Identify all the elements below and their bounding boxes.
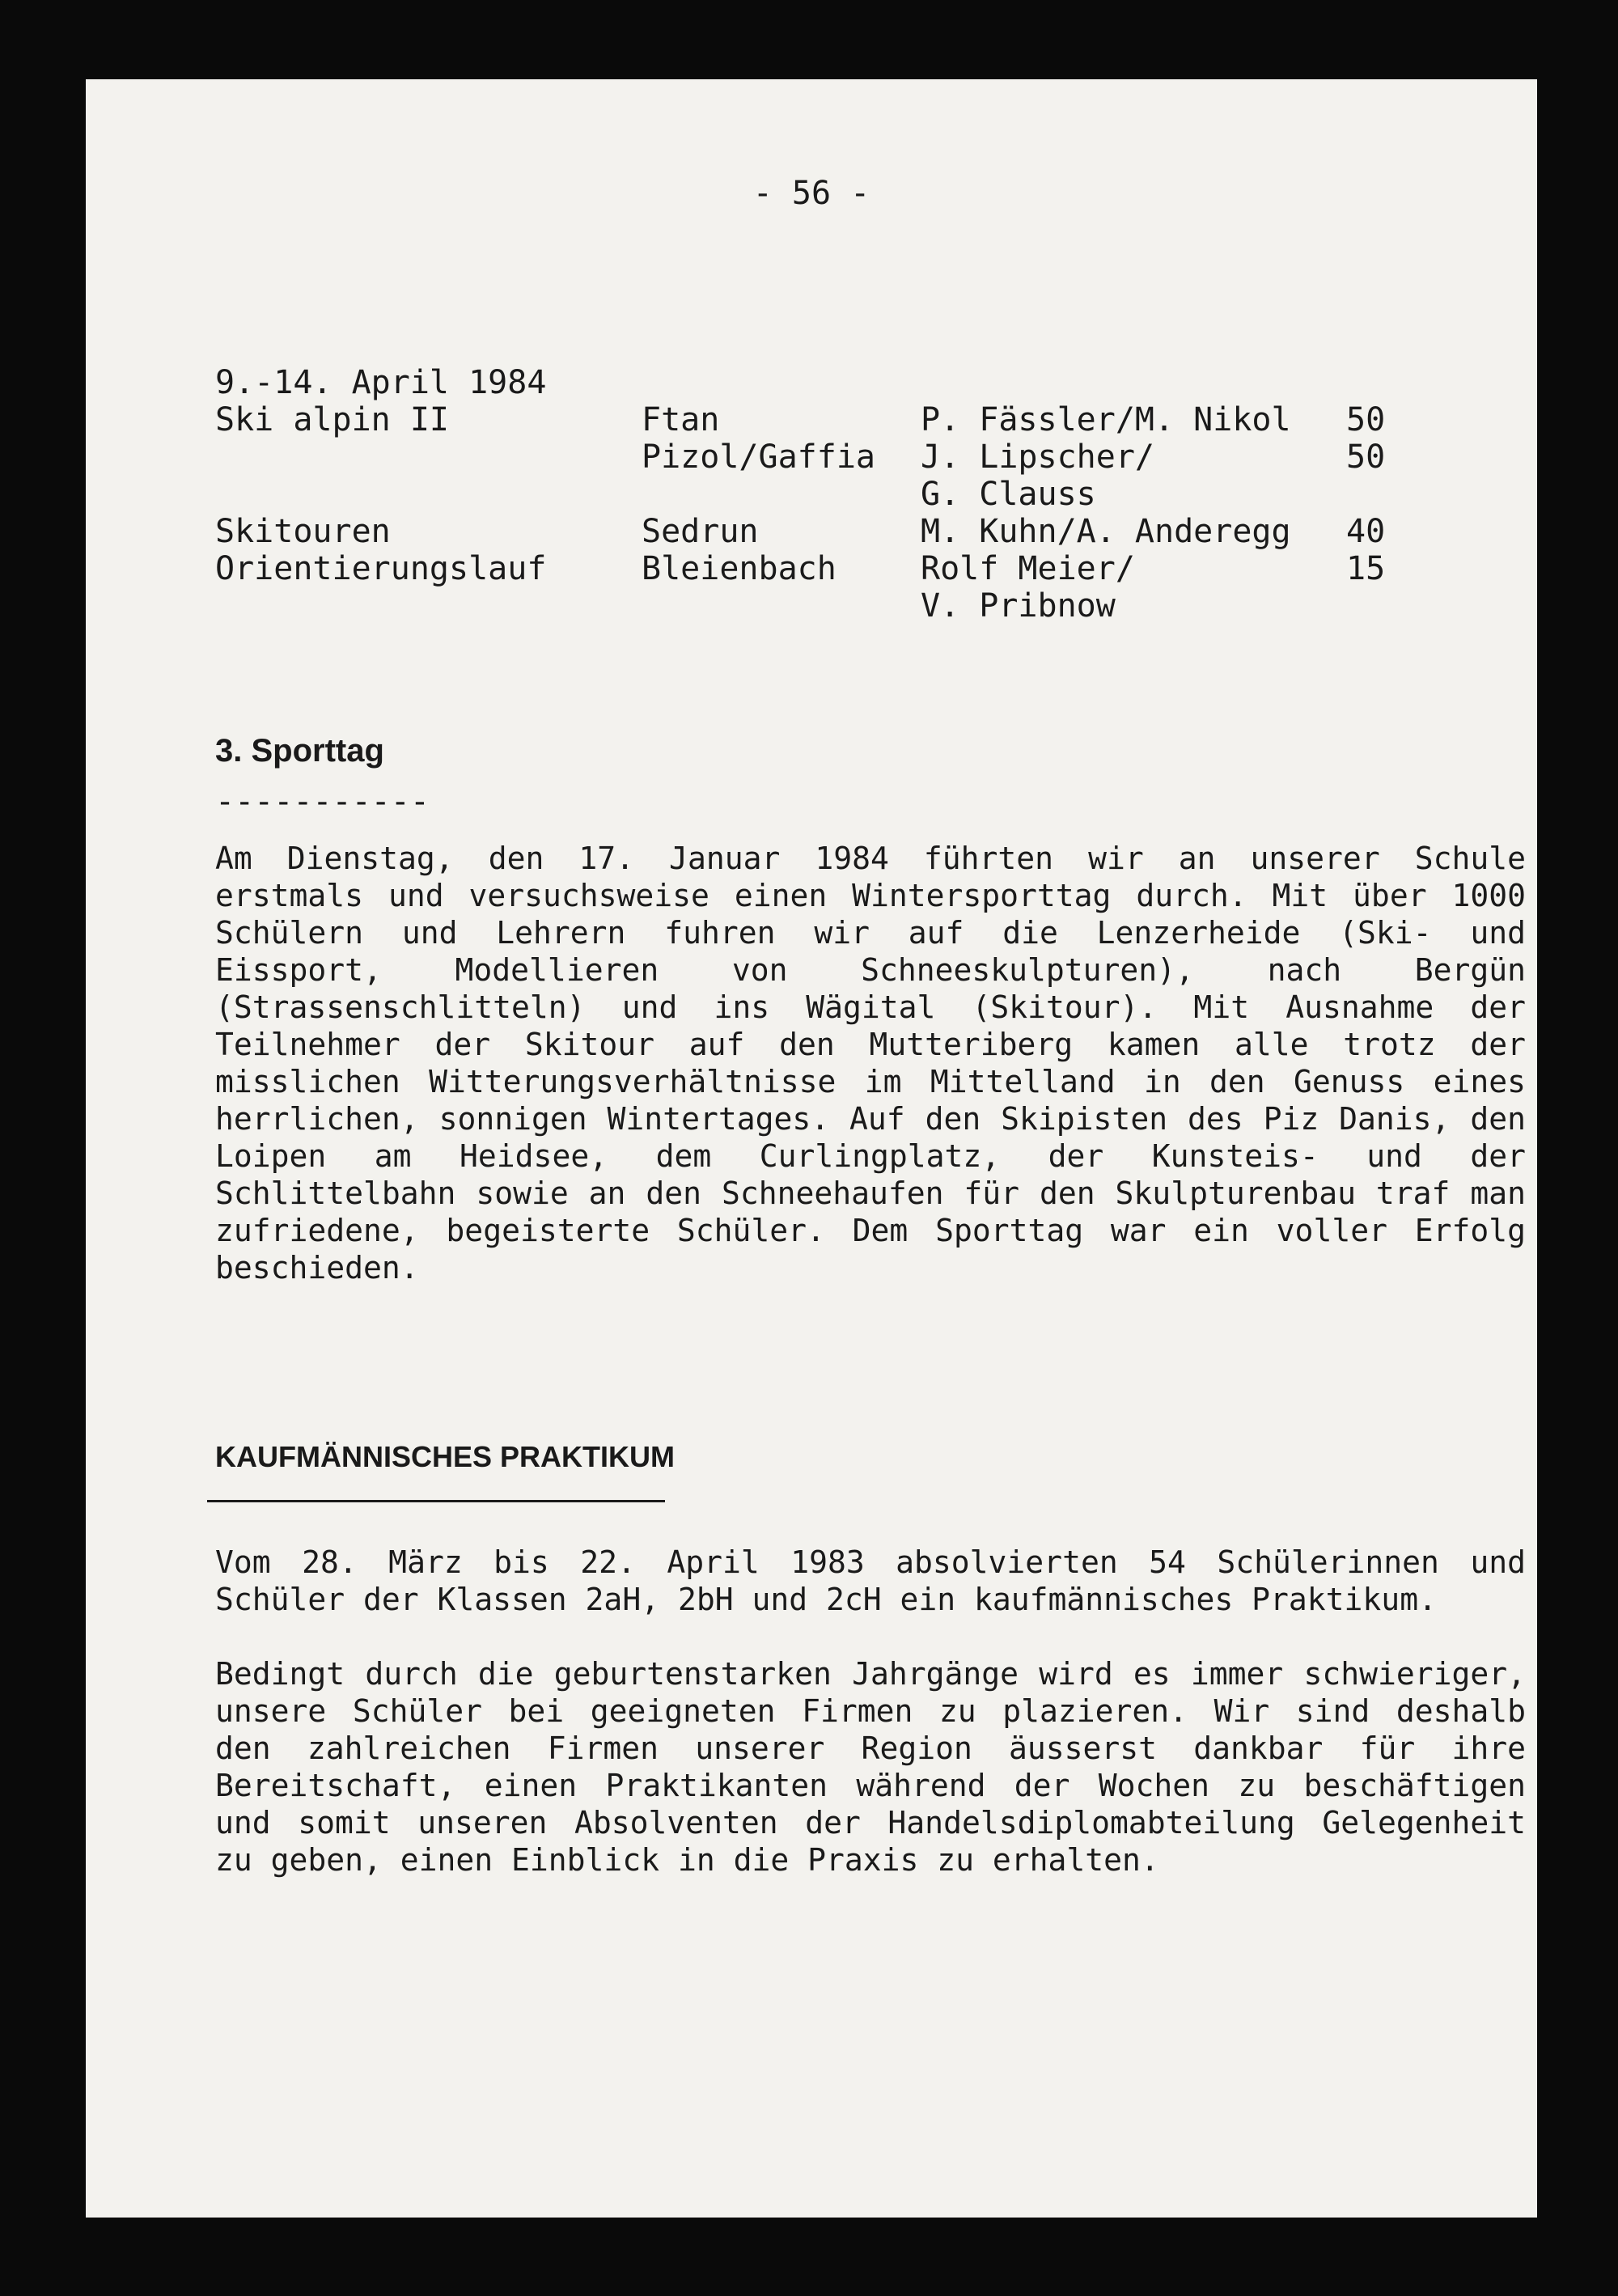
schedule-activity: Ski alpin II — [215, 401, 449, 438]
schedule-date: 9.-14. April 1984 — [215, 364, 547, 401]
schedule-leader: G. Clauss — [921, 476, 1096, 513]
paragraph-praktikum-1: Vom 28. März bis 22. April 1983 absolvierten 54 Schülerinnen und Schüler der Klassen 2aH, 2bH und 2cH ein kaufmännisches Praktikum. — [215, 1544, 1526, 1617]
schedule-count: 40 — [1346, 513, 1386, 550]
schedule-leader: V. Pribnow — [921, 587, 1116, 625]
document-page — [86, 79, 1537, 2218]
schedule-place: Ftan — [642, 401, 720, 438]
schedule-count: 50 — [1346, 401, 1386, 438]
paragraph-sporttag: Am Dienstag, den 17. Januar 1984 führten wir an unserer Schule erstmals und versuchsweise einen Wintersporttag durch. Mit über 1000 Schülern und Lehrern fuhren wir auf die Lenzerheide (Ski- und Eissport, Modellieren von Schneeskulpturen), nach Bergün (Strassenschlitteln) und ins Wägital (Skitour). Mit Ausnahme der Teilnehmer der Skitour auf den Mutteriberg kamen alle trotz der misslichen Witterungsverhältnisse im Mittelland in den Genuss eines herrlichen, sonnigen Wintertages. Auf den Skipisten des Piz Danis, den Loipen am Heidsee, dem Curlingplatz, der Kunsteis- und der Schlittelbahn sowie an den Schneehaufen für den Skulpturenbau traf man zufriedene, begeisterte Schüler. Dem Sporttag war ein voller Erfolg beschieden. — [215, 841, 1526, 1286]
schedule-place: Pizol/Gaffia — [642, 438, 875, 476]
schedule-activity: Orientierungslauf — [215, 550, 547, 587]
section-heading-praktikum: KAUFMÄNNISCHES PRAKTIKUM — [215, 1440, 675, 1473]
heading-rule — [207, 1500, 665, 1502]
schedule-leader: Rolf Meier/ — [921, 550, 1135, 587]
page-number: - 56 - — [752, 175, 870, 212]
section-heading-sporttag: 3. Sporttag — [215, 733, 384, 769]
schedule-place: Bleienbach — [642, 550, 837, 587]
schedule-leader: M. Kuhn/A. Anderegg — [921, 513, 1291, 550]
schedule-count: 15 — [1346, 550, 1386, 587]
schedule-activity: Skitouren — [215, 513, 391, 550]
paragraph-praktikum-2: Bedingt durch die geburtenstarken Jahrgänge wird es immer schwieriger, unsere Schüler bei geeigneten Firmen zu plazieren. Wir sind deshalb den zahlreichen Firmen unserer Region äusserst dankbar für ihre Bereitschaft, einen Praktikanten während der Wochen zu beschäftigen und somit unseren Absolventen der Handelsdiplomabteilung Gelegenheit zu geben, einen Einblick in die Praxis zu erhalten. — [215, 1656, 1526, 1878]
section-underline: ----------- — [215, 783, 430, 820]
schedule-leader: J. Lipscher/ — [921, 438, 1154, 476]
schedule-leader: P. Fässler/M. Nikol — [921, 401, 1291, 438]
schedule-place: Sedrun — [642, 513, 759, 550]
schedule-count: 50 — [1346, 438, 1386, 476]
